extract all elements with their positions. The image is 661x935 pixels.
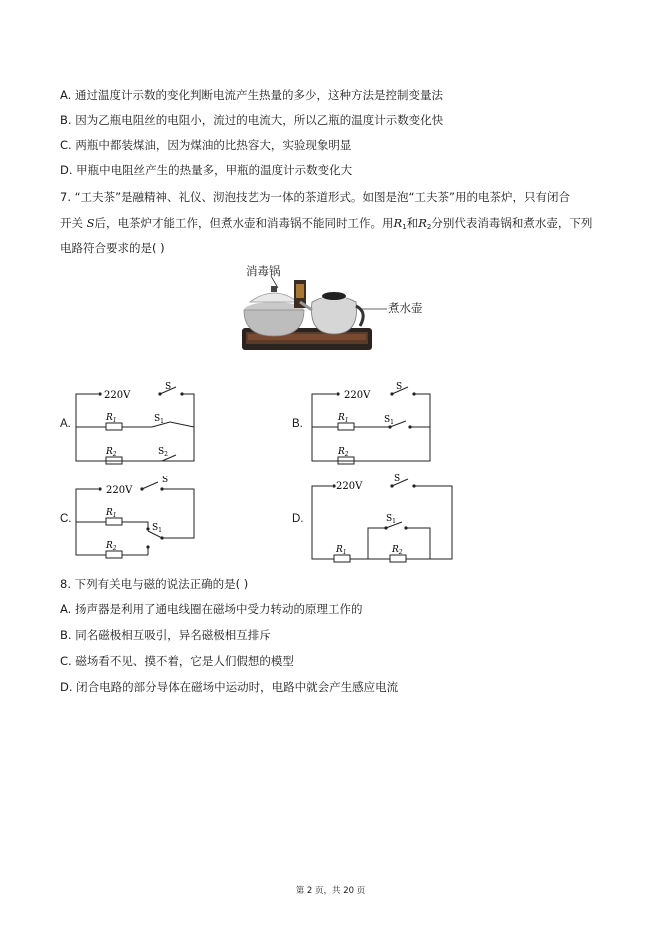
q8-option-c: C. 磁场看不见、摸不着，它是人们假想的模型 xyxy=(60,654,294,668)
q8-option-a: A. 扬声器是利用了通电线圈在磁场中受力转动的原理工作的 xyxy=(60,602,363,616)
svg-text:220V: 220V xyxy=(106,485,133,496)
svg-text:S: S xyxy=(394,474,401,484)
q8-option-d: D. 闭合电路的部分导体在磁场中运动时，电路中就会产生感应电流 xyxy=(60,680,399,694)
switch-label-s2: $S_2$ xyxy=(158,447,168,458)
svg-text:R1: $R_1$ xyxy=(336,545,347,556)
svg-text:R1: $R_1$ xyxy=(338,413,349,424)
q8-option-b: B. 同名磁极相互吸引，异名磁极相互排斥 xyxy=(60,628,271,642)
circuit-option-c: C. xyxy=(60,513,72,525)
svg-text:R2: $R_2$ xyxy=(106,541,117,552)
pointer-kettle xyxy=(360,306,388,312)
switch-symbol-s: S xyxy=(86,216,95,230)
svg-text:S1: $S_1$ xyxy=(384,415,394,426)
circuit-c xyxy=(72,476,202,561)
q7-line-3: 电路符合要求的是( ) xyxy=(60,241,165,255)
svg-text:220V: 220V xyxy=(336,481,363,492)
voltage-label: 220V xyxy=(104,390,131,401)
svg-text:R2: $R_2$ xyxy=(338,447,349,458)
q6-option-b: B. 因为乙瓶电阻丝的电阻小，流过的电流大，所以乙瓶的温度计示数变化快 xyxy=(60,113,444,127)
q7-line-1: 7. “工夫茶”是融精神、礼仪、沏泡技艺为一体的茶道形式。如图是泡“工夫茶”用的电茶炉，只有闭合 xyxy=(60,190,570,204)
circuit-b xyxy=(306,380,436,465)
q6-option-c: C. 两瓶中都装煤油，因为煤油的比热容大，实验现象明显 xyxy=(60,138,352,152)
circuit-d xyxy=(306,470,458,565)
q6-option-d: D. 甲瓶中电阻丝产生的热量多，甲瓶的温度计示数变化大 xyxy=(60,163,353,177)
label-disinfect-pot: 消毒锅 xyxy=(246,266,281,278)
circuit-option-b: B. xyxy=(292,418,303,430)
svg-text:S: S xyxy=(162,476,169,485)
circuit-option-d: D. xyxy=(292,513,304,525)
resistor-label-r1: $R_1$ xyxy=(106,413,117,424)
svg-text:220V: 220V xyxy=(344,390,371,401)
q8-title: 8. 下列有关电与磁的说法正确的是( ) xyxy=(60,577,249,591)
page-footer: 第 2 页，共 20 页 xyxy=(295,886,366,896)
switch-label-s1: $S_1$ xyxy=(154,414,164,425)
resistor-label-r2: $R_2$ xyxy=(106,447,117,458)
label-kettle: 煮水壶 xyxy=(388,303,423,315)
switch-label-s: S xyxy=(165,382,172,392)
circuit-a xyxy=(72,380,202,465)
svg-text:S: S xyxy=(396,382,403,392)
svg-text:R1: $R_1$ xyxy=(106,508,117,519)
circuit-option-a: A. xyxy=(60,418,71,430)
q6-option-a: A. 通过温度计示数的变化判断电流产生热量的多少，这种方法是控制变量法 xyxy=(60,88,443,102)
svg-text:R2: $R_2$ xyxy=(392,545,403,556)
q7-line-2: 开关 S后，电茶炉才能工作，但煮水壶和消毒锅不能同时工作。用$R_1$和$R_2$分别代表消毒锅和煮水壶，下列 xyxy=(60,216,593,231)
svg-text:S1: $S_1$ xyxy=(386,514,396,525)
pointer-disinfect xyxy=(270,276,282,290)
svg-text:S1: $S_1$ xyxy=(152,523,162,534)
